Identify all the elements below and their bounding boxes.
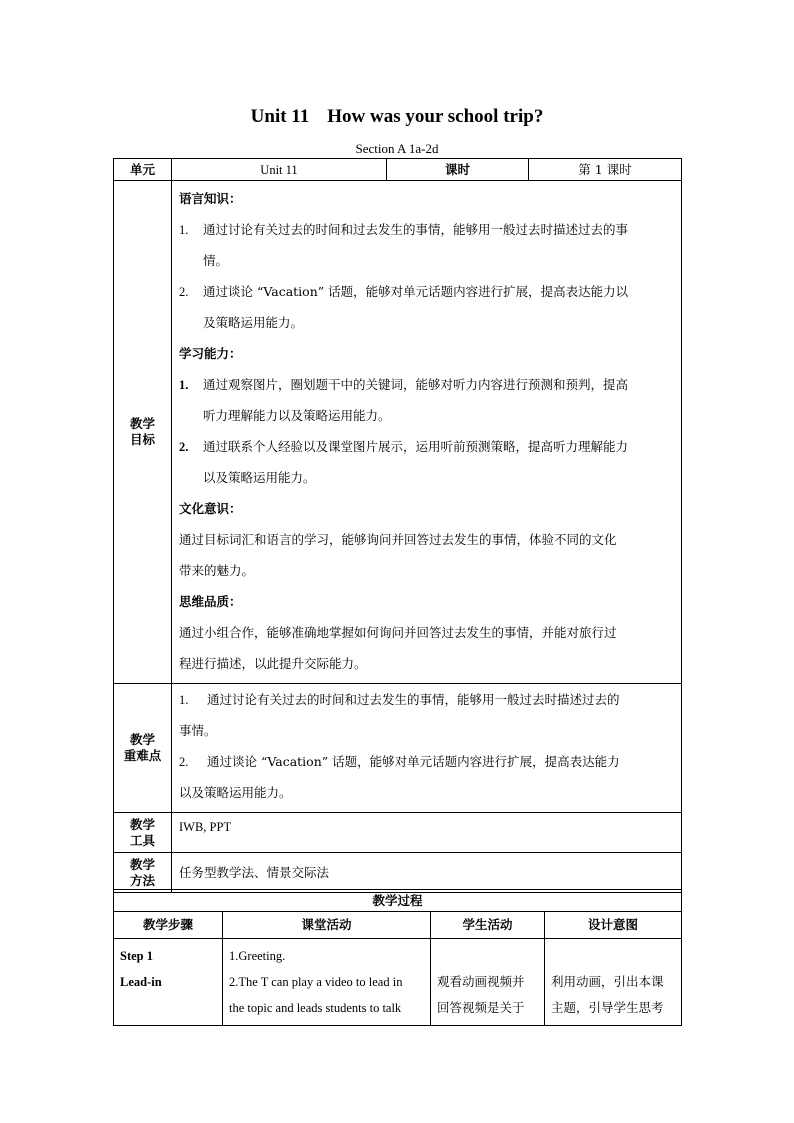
title-unit: Unit 11 xyxy=(250,106,310,127)
learning-item-1: 1. 通过观察图片，圈划题干中的关键词，能够对听力内容进行预测和预判，提高 xyxy=(179,377,629,392)
student-activity-cell: 观看动画视频并 回答视频是关于 xyxy=(431,939,545,1026)
methods-row xyxy=(114,853,682,893)
unit-value: Unit 11 xyxy=(172,159,387,181)
document-subtitle: Section A 1a-2d xyxy=(355,141,439,156)
column-header: 课堂活动 xyxy=(223,912,431,939)
column-header: 学生活动 xyxy=(431,912,545,939)
key-point-2: 2. 通过谈论 “Vacation” 话题，能够对单元话题内容进行扩展，提高表达能力 xyxy=(179,754,620,769)
learning-heading: 学习能力： xyxy=(179,346,242,361)
document-title xyxy=(0,106,794,128)
thinking-line-2: 程进行描述，以此提升交际能力。 xyxy=(179,656,367,671)
learning-item-2: 2. 通过联系个人经验以及课堂图片展示，运用听前预测策略，提高听力理解能力 xyxy=(179,439,629,454)
column-header: 设计意图 xyxy=(545,912,682,939)
methods-value: 任务型教学法、情景交际法 xyxy=(172,853,682,893)
key-points-row xyxy=(114,684,682,813)
language-heading: 语言知识： xyxy=(179,191,242,206)
step-cell: Step 1 Lead-in xyxy=(114,939,223,1026)
tools-value: IWB, PPT xyxy=(172,813,682,853)
tools-row xyxy=(114,813,682,853)
lesson-plan-table xyxy=(113,158,682,893)
objectives-label: 教学 目标 xyxy=(114,181,172,684)
design-intent-cell: 利用动画，引出本课 主题，引导学生思考 xyxy=(545,939,682,1026)
thinking-line-1: 通过小组合作，能够准确地掌握如何询问并回答过去发生的事情，并能对旅行过 xyxy=(179,625,617,640)
column-header: 教学步骤 xyxy=(114,912,223,939)
unit-label: 单元 xyxy=(114,159,172,181)
language-item-1: 1. 通过讨论有关过去的时间和过去发生的事情，能够用一般过去时描述过去的事 xyxy=(179,222,629,237)
process-heading: 教学过程 xyxy=(114,890,682,912)
culture-heading: 文化意识： xyxy=(179,501,242,516)
process-table xyxy=(113,889,682,1026)
thinking-heading: 思维品质： xyxy=(179,594,242,609)
methods-label: 教学 方法 xyxy=(114,853,172,893)
objectives-content: 语言知识： 1. 通过讨论有关过去的时间和过去发生的事情，能够用一般过去时描述过去的事 情。 2. 通过谈论 “Vacation” 话题，能够对单元话题内容进行扩展，提高表达能力以 及策略运用能力。 学习能力： 1. 通过观察图片，圈划题干中的关键词，能够对听力内容进行预测和预判，提高 听力理解能力以及策略运用能力。 2. 通过联系个人经验以及课堂图片展示，运用听前预测策略，提高听力理解能力 以及策略运用能力。 文化意识： 通过目标词汇和语言的学习，能够询问并回答过去发生的事情，体验不同的文化 带来的魅力。 思维品质： 通过小组合作，能够准确地掌握如何询问并回答过去发生的事情，并能对旅行过 程进行描述，以此提升交际能力。 xyxy=(172,181,682,684)
process-header-row xyxy=(114,912,682,939)
tools-label: 教学 工具 xyxy=(114,813,172,853)
table-row xyxy=(114,939,682,1026)
period-value: 第 1 课时 xyxy=(529,159,682,181)
objectives-row xyxy=(114,181,682,684)
culture-line-2: 带来的魅力。 xyxy=(179,563,255,578)
key-points-label: 教学 重难点 xyxy=(114,684,172,813)
key-point-1: 1. 通过讨论有关过去的时间和过去发生的事情，能够用一般过去时描述过去的 xyxy=(179,692,620,707)
info-row xyxy=(114,159,682,181)
title-question: How was your school trip? xyxy=(327,106,544,127)
activity-cell: 1.Greeting. 2.The T can play a video to lead in the topic and leads students to talk xyxy=(223,939,431,1026)
culture-line-1: 通过目标词汇和语言的学习，能够询问并回答过去发生的事情，体验不同的文化 xyxy=(179,532,617,547)
process-heading-row xyxy=(114,890,682,912)
period-label: 课时 xyxy=(387,159,529,181)
key-points-content: 1. 通过讨论有关过去的时间和过去发生的事情，能够用一般过去时描述过去的 事情。 2. 通过谈论 “Vacation” 话题，能够对单元话题内容进行扩展，提高表达能力 以及策略运用能力。 xyxy=(172,684,682,813)
language-item-2: 2. 通过谈论 “Vacation” 话题，能够对单元话题内容进行扩展，提高表达能力以 xyxy=(179,284,629,299)
